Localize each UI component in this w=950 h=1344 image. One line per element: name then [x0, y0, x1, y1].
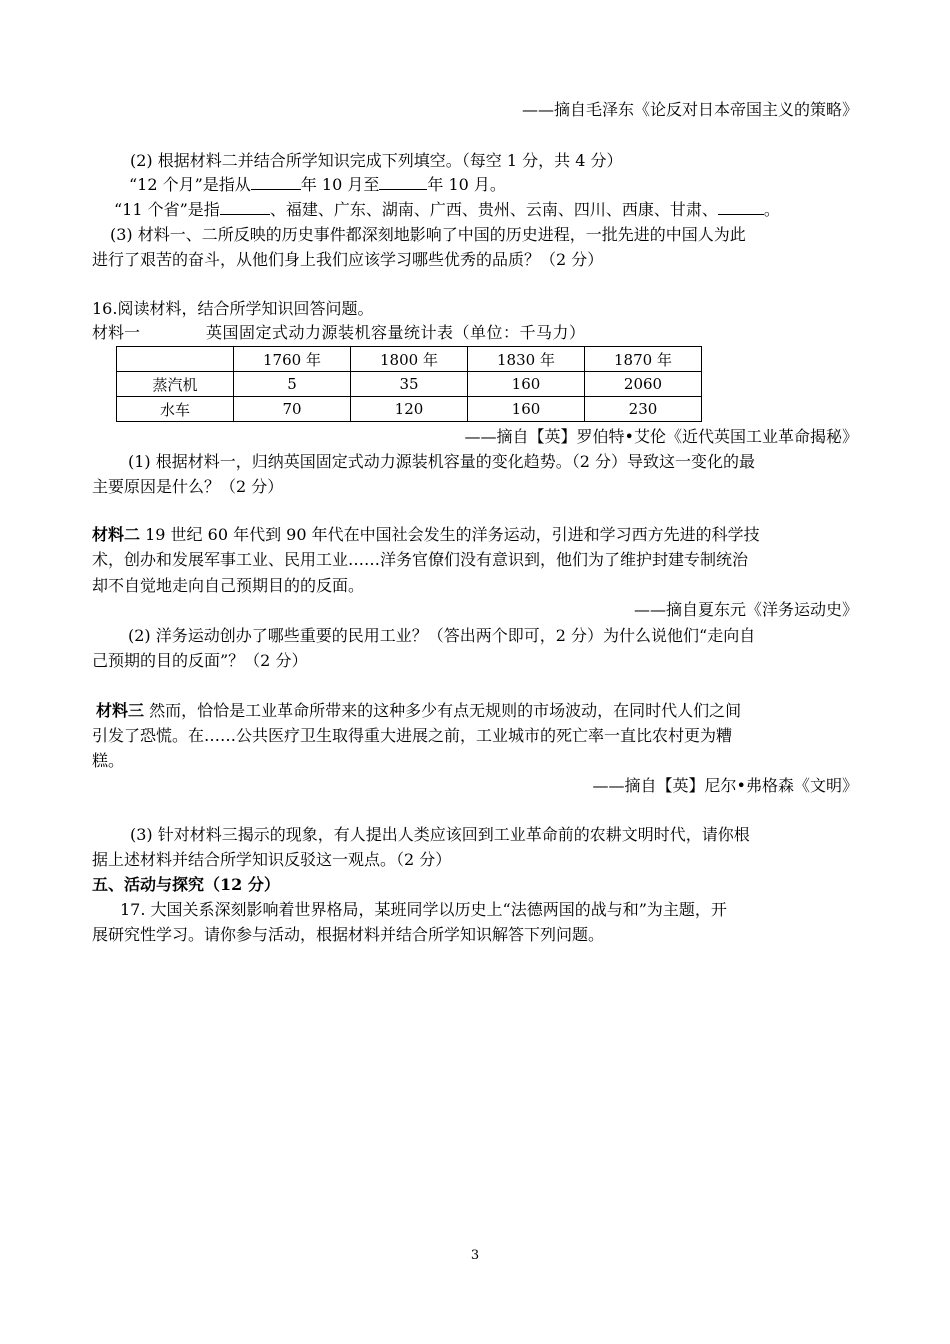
material-2-source: ——摘自夏东元《洋务运动史》 — [633, 600, 858, 619]
q16-3-line-1: (3) 针对材料三揭示的现象，有人提出人类应该回到工业革命前的农耕文明时代，请你根 — [130, 825, 750, 844]
answer-blank-province-1[interactable] — [220, 199, 270, 215]
table-cell: 水车 — [117, 397, 234, 422]
table-cell: 230 — [585, 397, 702, 422]
q16-3-line-2: 据上述材料并结合所学知识反驳这一观点。（2 分） — [92, 850, 452, 869]
answer-blank-province-2[interactable] — [718, 199, 764, 215]
material-1-source: ——摘自【英】罗伯特•艾伦《近代英国工业革命揭秘》 — [464, 427, 858, 446]
q17-line-2: 展研究性学习。请你参与活动，根据材料并结合所学知识解答下列问题。 — [92, 925, 605, 944]
section-5-heading: 五、活动与探究（12 分） — [92, 875, 280, 894]
table-header-cell: 1830 年 — [468, 347, 585, 372]
answer-blank-year-from[interactable] — [251, 174, 301, 190]
table-cell: 160 — [468, 372, 585, 397]
table-cell: 5 — [234, 372, 351, 397]
material-3-line-2: 引发了恐慌。在……公共医疗卫生取得重大进展之前，工业城市的死亡率一直比农村更为糟 — [92, 726, 733, 745]
q17-line-1: 17. 大国关系深刻影响着世界格局，某班同学以历史上“法德两国的战与和”为主题，开 — [120, 900, 727, 919]
blank-line2-text-c: 。 — [763, 200, 780, 219]
material-3-line-1 — [96, 700, 741, 722]
page-number: 3 — [470, 1248, 480, 1263]
material-2-line-1 — [92, 524, 760, 546]
material-3-label: 材料三 — [96, 701, 145, 720]
table-row — [117, 372, 702, 397]
power-capacity-table — [116, 346, 702, 422]
table-cell: 160 — [468, 397, 585, 422]
material-3-text-1: 然而，恰恰是工业革命所带来的这种多少有点无规则的市场波动，在同时代人们之间 — [149, 701, 742, 720]
material-2-line-2: 术，创办和发展军事工业、民用工业……洋务官僚们没有意识到，他们为了维护封建专制统治 — [92, 550, 749, 569]
table-cell: 2060 — [585, 372, 702, 397]
blank-line1-text-a: “12 个月”是指从 — [129, 175, 251, 194]
q16-2-line-2: 己预期的目的反面”？（2 分） — [92, 651, 308, 670]
q15-2-blank-line-1 — [129, 174, 506, 196]
table-caption: 英国固定式动力源装机容量统计表（单位：千马力） — [206, 323, 586, 342]
q16-1-line-1: (1) 根据材料一，归纳英国固定式动力源装机容量的变化趋势。（2 分）导致这一变化的最 — [128, 452, 756, 471]
table-header-row — [117, 347, 702, 372]
table-cell: 70 — [234, 397, 351, 422]
material-1-header — [92, 322, 586, 344]
table-cell: 35 — [351, 372, 468, 397]
blank-line1-text-c: 年 10 月。 — [427, 175, 506, 194]
table-header-cell: 1760 年 — [234, 347, 351, 372]
material-2-line-3: 却不自觉地走向自己预期目的的反面。 — [92, 576, 365, 595]
material-2-text-1: 19 世纪 60 年代到 90 年代在中国社会发生的洋务运动，引进和学习西方先进的科学技 — [145, 525, 760, 544]
source-mao: ——摘自毛泽东《论反对日本帝国主义的策略》 — [521, 100, 858, 119]
material-2-label: 材料二 — [92, 525, 141, 544]
table-cell: 120 — [351, 397, 468, 422]
table-header-cell: 1800 年 — [351, 347, 468, 372]
material-1-label: 材料一 — [92, 323, 141, 342]
blank-line1-text-b: 年 10 月至 — [300, 175, 380, 194]
q15-2-intro: (2) 根据材料二并结合所学知识完成下列填空。（每空 1 分，共 4 分） — [130, 151, 623, 170]
table-cell: 蒸汽机 — [117, 372, 234, 397]
blank-line2-text-b: 、福建、广东、湖南、广西、贵州、云南、四川、西康、甘肃、 — [269, 200, 718, 219]
q16-2-line-1: (2) 洋务运动创办了哪些重要的民用工业？（答出两个即可，2 分）为什么说他们“走向自 — [128, 626, 756, 645]
material-3-line-3: 糕。 — [92, 751, 125, 770]
table-row — [117, 397, 702, 422]
table-header-cell: 1870 年 — [585, 347, 702, 372]
material-3-source: ——摘自【英】尼尔•弗格森《文明》 — [592, 776, 858, 795]
q15-2-blank-line-2 — [114, 199, 780, 221]
q16-1-line-2: 主要原因是什么？（2 分） — [92, 477, 284, 496]
answer-blank-year-to[interactable] — [379, 174, 427, 190]
q15-3-line-2: 进行了艰苦的奋斗，从他们身上我们应该学习哪些优秀的品质？（2 分） — [92, 250, 604, 269]
q15-3-line-1: (3) 材料一、二所反映的历史事件都深刻地影响了中国的历史进程，一批先进的中国人为此 — [110, 225, 746, 244]
q16-title: 16.阅读材料，结合所学知识回答问题。 — [92, 299, 374, 318]
blank-line2-text-a: “11 个省”是指 — [114, 200, 220, 219]
table-header-cell — [117, 347, 234, 372]
